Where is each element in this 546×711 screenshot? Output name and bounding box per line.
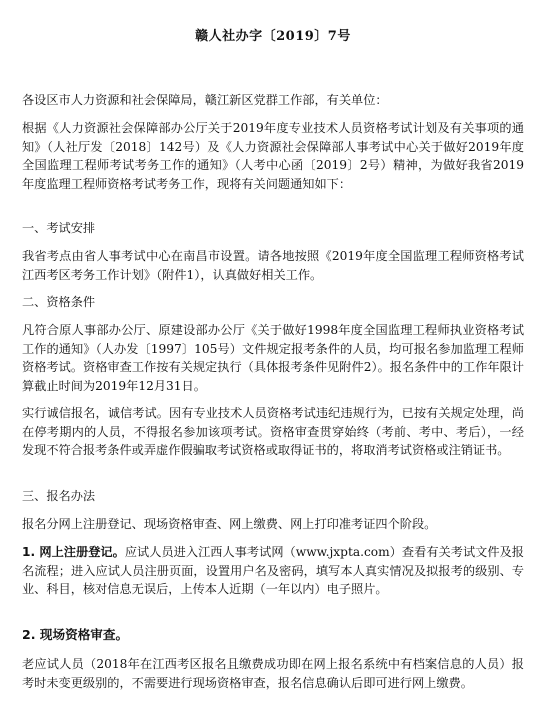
item-1-title: 1. 网上注册登记。: [22, 545, 125, 559]
section-3-item-1: [22, 543, 524, 599]
intro-paragraph: 根据《人力资源社会保障部办公厅关于2019年度专业技术人员资格考试计划及有关事项的通知》（人社厅发〔2018〕142号）及《人力资源社会保障部人事考试中心关于做好2019年度全国监理工程师考试考务工作的通知》（人考中心函〔2019〕2号）精神，为做好我省2019年度监理工程师资格考试考务工作，现将有关问题通知如下：: [22, 121, 524, 191]
section-3-item-2-title: 2. 现场资格审查。: [22, 627, 129, 642]
section-2-paragraph-1: 凡符合原人事部办公厅、原建设部办公厅《关于做好1998年度全国监理工程师执业资格考试工作的通知》（人办发〔1997〕105号）文件规定报考条件的人员，均可报名参加监理工程师资格考试。资格审查工作按有关规定执行（具体报考条件见附件2）。报名条件中的工作年限计算截止时间为2019年12月31日。: [22, 323, 525, 393]
section-3-item-2-body: 老应试人员（2018年在江西考区报名且缴费成功即在网上报名系统中有档案信息的人员）报考时未变更级别的，不需要进行现场资格审查，报名信息确认后即可进行网上缴费。: [22, 657, 524, 690]
section-2-heading: 二、资格条件: [22, 295, 96, 309]
section-1-body: 我省考点由省人事考试中心在南昌市设置。请各地按照《2019年度全国监理工程师资格考试江西考区考务工作计划》（附件1），认真做好相关工作。: [22, 249, 524, 282]
section-3-heading: 三、报名办法: [22, 489, 96, 503]
item-1-body: 应试人员进入江西人事考试网（www.jxpta.com）查看有关考试文件及报名流程；进入应试人员注册页面，设置用户名及密码，填写本人真实情况及拟报考的级别、专业、科目，核对信息无误后，上传本人近期（一年以内）电子照片。: [22, 545, 524, 596]
section-1-heading: 一、考试安排: [22, 221, 96, 235]
section-3-body: 报名分网上注册登记、现场资格审查、网上缴费、网上打印准考证四个阶段。: [22, 517, 437, 531]
document-number: 赣人社办字〔2019〕7号: [195, 29, 351, 44]
salutation: 各设区市人力资源和社会保障局，赣江新区党群工作部，有关单位：: [22, 93, 388, 107]
section-2-paragraph-2: 实行诚信报名，诚信考试。因有专业技术人员资格考试违纪违规行为，已按有关规定处理，尚在停考期内的人员，不得报名参加该项考试。资格审查贯穿始终（考前、考中、考后），一经发现不符合报考条件或弄虚作假骗取考试资格或取得证书的，将取消考试资格或注销证书。: [22, 406, 524, 457]
